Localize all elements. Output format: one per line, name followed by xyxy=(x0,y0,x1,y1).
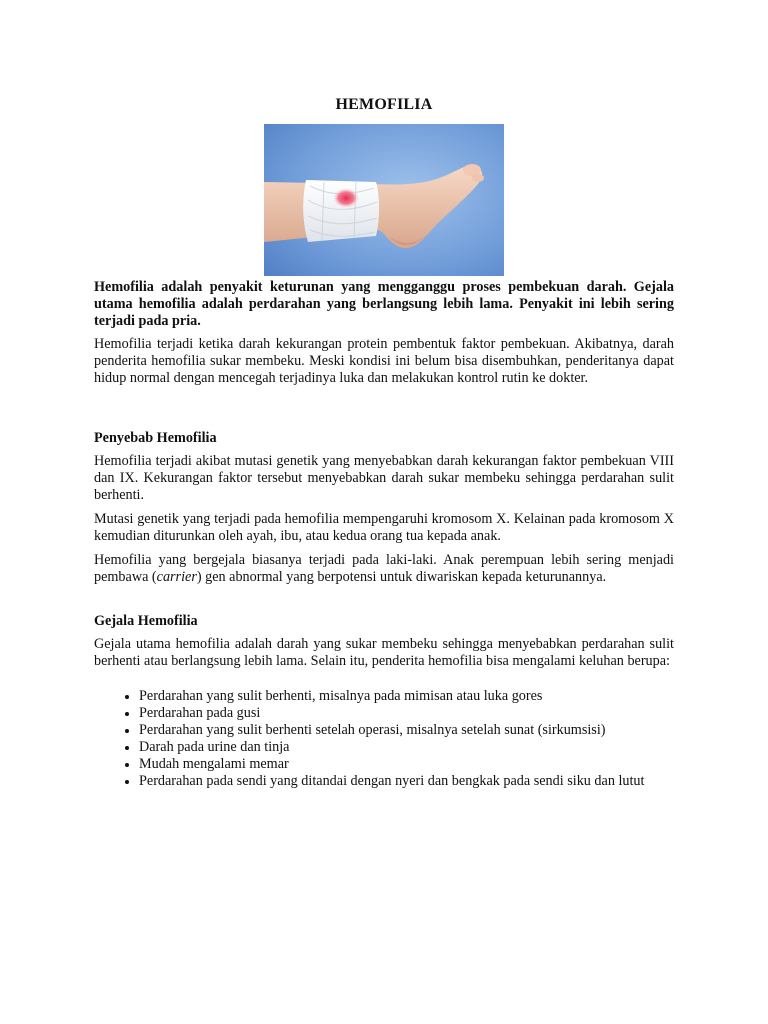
section-heading-gejala: Gejala Hemofilia xyxy=(94,613,198,629)
document-content xyxy=(94,96,674,790)
list-item: • Darah pada urine dan tinja xyxy=(139,739,674,756)
penyebab-paragraph-3 xyxy=(94,552,674,586)
bandaged-leg-photo xyxy=(264,124,504,276)
section-heading-penyebab: Penyebab Hemofilia xyxy=(94,430,217,446)
gejala-paragraph-1: Gejala utama hemofilia adalah darah yang sukar membeku sehingga menyebabkan perdarahan sulit berhenti atau berlangsung lebih lama. Selain itu, penderita hemofilia bisa mengalami keluhan berupa: xyxy=(94,636,674,669)
description-paragraph: Hemofilia terjadi ketika darah kekurangan protein pembentuk faktor pembekuan. Akibatnya, darah penderita hemofilia sukar membeku. Meski kondisi ini belum bisa disembuhkan, penderitanya dapat hidup normal dengan mencegah terjadinya luka dan melakukan kontrol rutin ke dokter. xyxy=(94,336,674,386)
penyebab-paragraph-1: Hemofilia terjadi akibat mutasi genetik yang menyebabkan darah kekurangan faktor pembekuan VIII dan IX. Kekurangan faktor tersebut menyebabkan darah sukar membeku sehingga perdarahan sulit berhenti. xyxy=(94,453,674,503)
penyebab-p3-text-end: ) gen abnormal yang berpotensi untuk diwariskan kepada keturunannya. xyxy=(196,569,607,585)
list-item: • Mudah mengalami memar xyxy=(139,756,674,773)
symptom-list xyxy=(94,688,674,790)
list-item: • Perdarahan yang sulit berhenti, misalnya pada mimisan atau luka gores xyxy=(139,688,674,705)
intro-paragraph: Hemofilia adalah penyakit keturunan yang mengganggu proses pembekuan darah. Gejala utama hemofilia adalah perdarahan yang berlangsung lebih lama. Penyakit ini lebih sering terjadi pada pria. xyxy=(94,279,674,329)
list-item: • Perdarahan pada gusi xyxy=(139,705,674,722)
list-item: • Perdarahan pada sendi yang ditandai dengan nyeri dan bengkak pada sendi siku dan lutut xyxy=(139,773,674,790)
penyebab-p3-text-start: Hemofilia yang bergejala biasanya terjadi pada laki-laki. Anak perempuan lebih sering menjadi pembawa ( xyxy=(94,552,674,585)
page-title: HEMOFILIA xyxy=(335,96,433,113)
list-item: • Perdarahan yang sulit berhenti setelah operasi, misalnya setelah sunat (sirkumsisi) xyxy=(139,722,674,739)
carrier-term: carrier xyxy=(156,569,197,585)
penyebab-paragraph-2: Mutasi genetik yang terjadi pada hemofilia mempengaruhi kromosom X. Kelainan pada kromosom X kemudian diturunkan oleh ayah, ibu, atau kedua orang tua kepada anak. xyxy=(94,511,674,544)
